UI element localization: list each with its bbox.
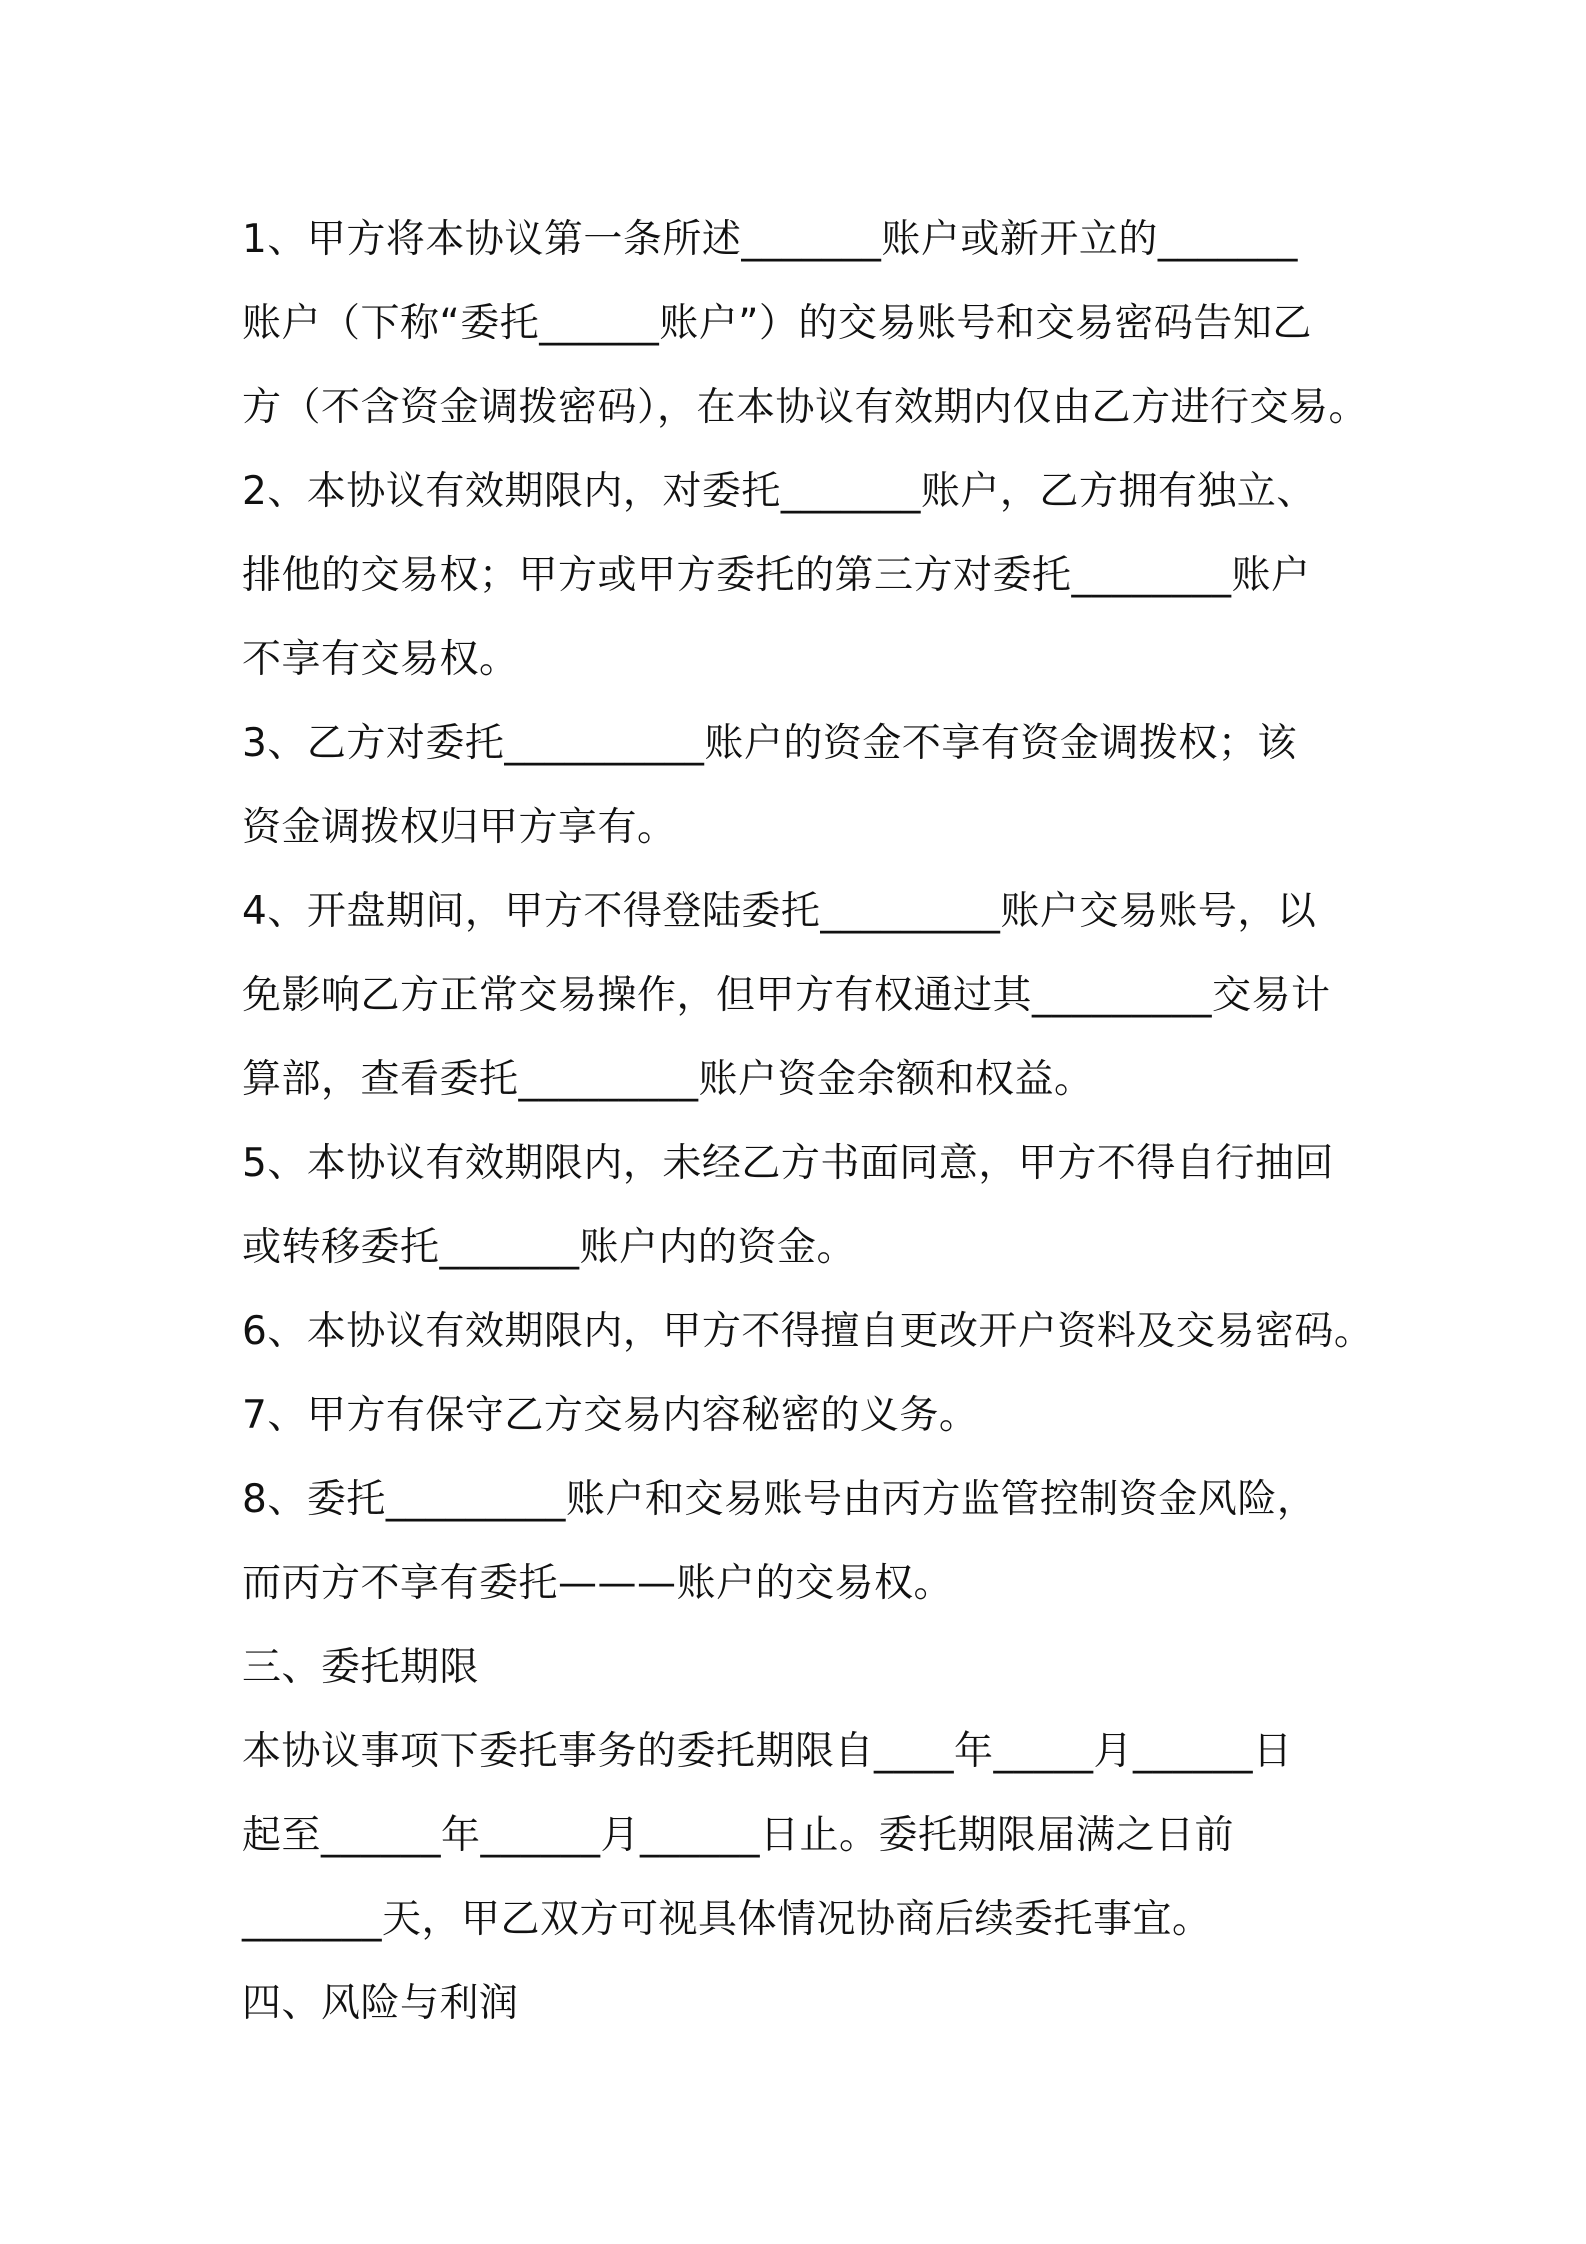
clause-4-line-3: 算部，查看委托_________账户资金余额和权益。: [242, 1057, 1094, 1102]
clause-1-line-2: 账户（下称“委托______账户”）的交易账号和交易密码告知乙: [242, 301, 1312, 346]
clause-3-line-1: 3、乙方对委托__________账户的资金不享有资金调拨权；该: [242, 721, 1297, 766]
clause-4-line-2: 免影响乙方正常交易操作，但甲方有权通过其_________交易计: [242, 973, 1331, 1018]
clause-2-line-2: 排他的交易权；甲方或甲方委托的第三方对委托________账户: [242, 553, 1311, 598]
clause-8-line-1: 8、委托_________账户和交易账号由丙方监管控制资金风险，: [242, 1477, 1317, 1522]
term-paragraph-line-2: 起至______年______月______日止。委托期限届满之日前: [242, 1813, 1235, 1858]
document-body: [242, 198, 1382, 2046]
clause-7-line-1: 7、甲方有保守乙方交易内容秘密的义务。: [242, 1393, 979, 1438]
clause-5-line-2: 或转移委托_______账户内的资金。: [242, 1225, 857, 1270]
clause-1-line-3: 方（不含资金调拨密码），在本协议有效期内仅由乙方进行交易。: [242, 385, 1369, 430]
section-heading-risk-profit: 四、风险与利润: [242, 1981, 519, 2026]
clause-8-line-2: 而丙方不享有委托———账户的交易权。: [242, 1561, 954, 1606]
section-heading-term: 三、委托期限: [242, 1645, 480, 1690]
term-paragraph-line-3: _______天，甲乙双方可视具体情况协商后续委托事宜。: [242, 1897, 1212, 1942]
clause-5-line-1: 5、本协议有效期限内，未经乙方书面同意，甲方不得自行抽回: [242, 1141, 1334, 1186]
clause-4-line-1: 4、开盘期间，甲方不得登陆委托_________账户交易账号，以: [242, 889, 1317, 934]
clause-1-line-1: 1、甲方将本协议第一条所述_______账户或新开立的_______: [242, 217, 1298, 262]
term-paragraph-line-1: 本协议事项下委托事务的委托期限自____年_____月______日: [242, 1729, 1293, 1774]
clause-6-line-1: 6、本协议有效期限内，甲方不得擅自更改开户资料及交易密码。: [242, 1309, 1374, 1354]
clause-2-line-3: 不享有交易权。: [242, 637, 519, 682]
clause-3-line-2: 资金调拨权归甲方享有。: [242, 805, 677, 850]
clause-2-line-1: 2、本协议有效期限内，对委托_______账户，乙方拥有独立、: [242, 469, 1316, 514]
